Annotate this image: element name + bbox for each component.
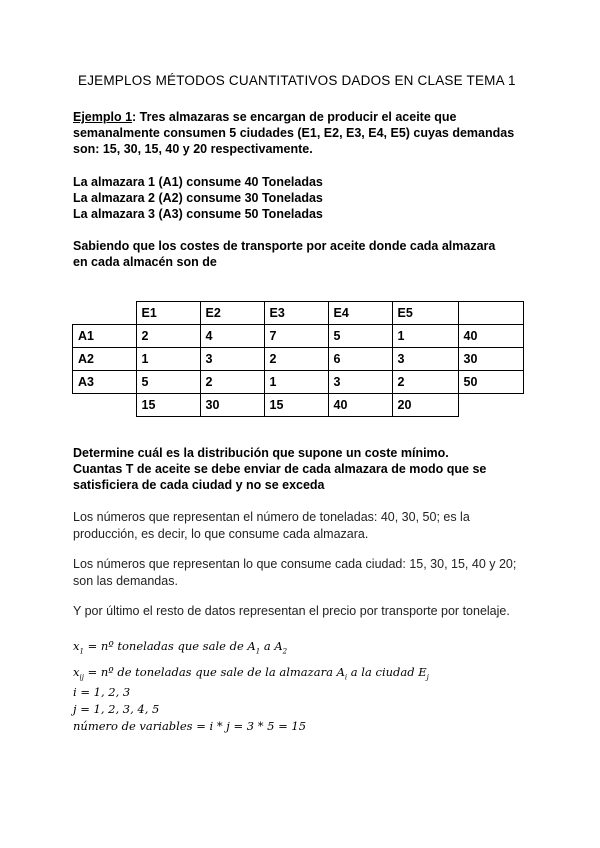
cost-table <box>72 301 524 417</box>
table-cell: 3 <box>200 348 264 371</box>
supply-line-a3: La almazara 3 (A3) consume 50 Toneladas <box>73 207 323 221</box>
table-cell: 2 <box>136 325 200 348</box>
question-block <box>73 445 523 493</box>
example-intro <box>73 109 533 157</box>
table-row <box>73 371 524 394</box>
math-text: = nº de toneladas que sale de la almazara A <box>83 665 345 679</box>
math-text: a A <box>260 639 283 653</box>
math-var: x <box>73 665 80 679</box>
table-cell: 5 <box>328 325 392 348</box>
table-header-cell: E4 <box>328 302 392 325</box>
math-line-x1 <box>73 638 287 659</box>
demand-row <box>73 394 524 417</box>
table-cell: 3 <box>392 348 458 371</box>
supply-cell: 30 <box>458 348 523 371</box>
costs-intro: Sabiendo que los costes de transporte por aceite donde cada almazara en cada almacén son de <box>73 239 496 269</box>
paragraph-production: Los números que representan el número de toneladas: 40, 30, 50; es la producción, es decir, lo que consume cada almazara. <box>73 510 470 541</box>
supply-line-a1: La almazara 1 (A1) consume 40 Toneladas <box>73 175 323 189</box>
supply-line-a2: La almazara 2 (A2) consume 30 Toneladas <box>73 191 323 205</box>
table-cell: 1 <box>136 348 200 371</box>
table-header-cell: E3 <box>264 302 328 325</box>
paragraph-prices: Y por último el resto de datos representan el precio por transporte por tonelaje. <box>73 604 510 618</box>
supply-cell: 40 <box>458 325 523 348</box>
table-row <box>73 325 524 348</box>
math-line-variables: número de variables = i * j = 3 * 5 = 15 <box>73 719 307 733</box>
demand-cell: 20 <box>392 394 458 417</box>
table-cell: 2 <box>264 348 328 371</box>
table-header-cell: E5 <box>392 302 458 325</box>
example-label: Ejemplo 1 <box>73 110 133 124</box>
table-cell: 5 <box>136 371 200 394</box>
table-header-empty <box>458 302 523 325</box>
demand-end <box>458 394 523 417</box>
table-cell: 7 <box>264 325 328 348</box>
math-sub: i <box>344 673 348 682</box>
question-line-2: Cuantas T de aceite se debe enviar de cada almazara de modo que se satisficiera de cada ciudad y no se exceda <box>73 462 487 492</box>
table-cell: 2 <box>200 371 264 394</box>
table-header-row <box>73 302 524 325</box>
supply-block <box>73 174 533 222</box>
math-line-xij <box>73 664 429 685</box>
demand-cell: 15 <box>264 394 328 417</box>
math-sub: 1 <box>255 647 261 656</box>
math-line-i: i = 1, 2, 3 <box>73 685 131 699</box>
page-title: EJEMPLOS MÉTODOS CUANTITATIVOS DADOS EN CLASE TEMA 1 <box>78 73 516 88</box>
table-cell: 6 <box>328 348 392 371</box>
math-sub: ij <box>79 673 84 682</box>
demand-cell: 40 <box>328 394 392 417</box>
row-label: A3 <box>73 371 137 394</box>
math-text: = nº toneladas que sale de A <box>83 639 256 653</box>
table-cell: 3 <box>328 371 392 394</box>
table-cell: 1 <box>264 371 328 394</box>
math-sub: j <box>426 673 429 682</box>
table-corner <box>73 302 137 325</box>
row-label: A1 <box>73 325 137 348</box>
table-cell: 1 <box>392 325 458 348</box>
math-var: x <box>73 639 80 653</box>
table-header-cell: E2 <box>200 302 264 325</box>
question-line-1: Determine cuál es la distribución que supone un coste mínimo. <box>73 446 449 460</box>
table-header-cell: E1 <box>136 302 200 325</box>
table-cell: 4 <box>200 325 264 348</box>
demand-cell: 30 <box>200 394 264 417</box>
demand-cell: 15 <box>136 394 200 417</box>
math-sub: 1 <box>79 647 84 656</box>
example-text: : Tres almazaras se encargan de producir el aceite que semanalmente consumen 5 ciudades (E1, E2, E3, E4, E5) cuyas demandas son: 15, 30, 15, 40 y 20 respectivamente. <box>73 110 515 156</box>
paragraph-demand: Los números que representan lo que consume cada ciudad: 15, 30, 15, 40 y 20; son las demandas. <box>73 557 517 588</box>
math-line-j: j = 1, 2, 3, 4, 5 <box>73 702 160 716</box>
table-row <box>73 348 524 371</box>
demand-corner <box>73 394 137 417</box>
table-cell: 2 <box>392 371 458 394</box>
row-label: A2 <box>73 348 137 371</box>
math-sub: 2 <box>282 647 288 656</box>
supply-cell: 50 <box>458 371 523 394</box>
math-text: a la ciudad E <box>347 665 427 679</box>
